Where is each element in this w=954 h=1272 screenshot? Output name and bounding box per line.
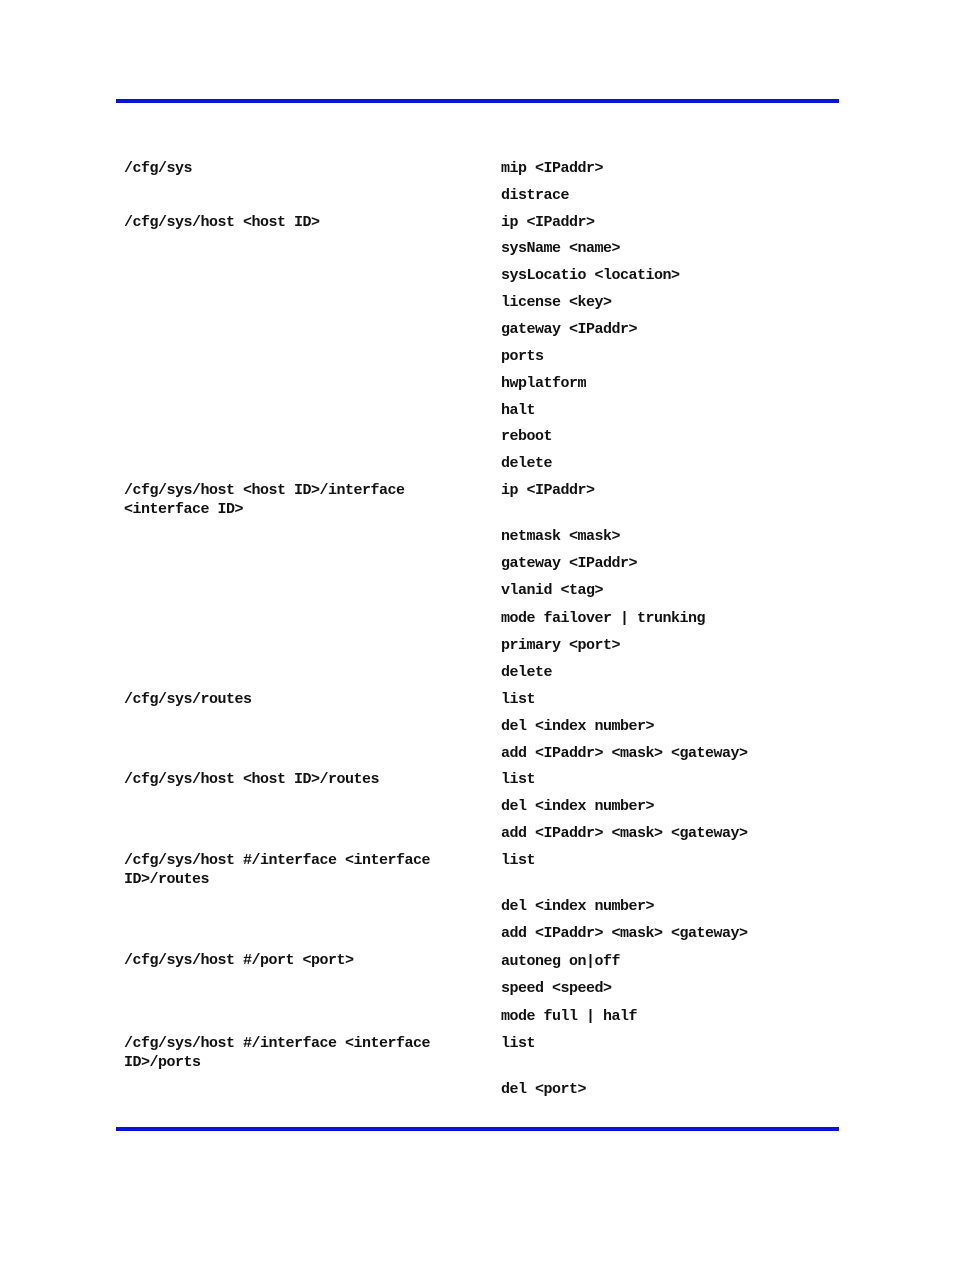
command: list [501, 771, 536, 788]
command: ports [501, 348, 544, 365]
command: vlanid <tag> [501, 582, 604, 599]
command: reboot [501, 428, 553, 445]
command: gateway <IPaddr> [501, 321, 638, 338]
command: del <port> [501, 1081, 587, 1098]
command: delete [501, 664, 553, 681]
command: del <index number> [501, 718, 655, 735]
command: list [501, 852, 536, 869]
command: sysName <name> [501, 240, 621, 257]
menu-path: /cfg/sys/host #/port <port> [124, 952, 354, 969]
menu-path: /cfg/sys/host <host ID>/routes [124, 771, 380, 788]
command: add <IPaddr> <mask> <gateway> [501, 745, 748, 762]
command: gateway <IPaddr> [501, 555, 638, 572]
command: del <index number> [501, 898, 655, 915]
command: add <IPaddr> <mask> <gateway> [501, 825, 748, 842]
command: primary <port> [501, 637, 621, 654]
command: hwplatform [501, 375, 587, 392]
menu-path: /cfg/sys/host <host ID> [124, 214, 320, 231]
command: speed <speed> [501, 980, 612, 997]
menu-path: /cfg/sys [124, 160, 193, 177]
command: halt [501, 402, 536, 419]
command: add <IPaddr> <mask> <gateway> [501, 925, 748, 942]
menu-path: /cfg/sys/routes [124, 691, 252, 708]
command: list [501, 1035, 536, 1052]
command: del <index number> [501, 798, 655, 815]
command: list [501, 691, 536, 708]
command: mip <IPaddr> [501, 160, 604, 177]
command: ip <IPaddr> [501, 482, 595, 499]
footer-rule [116, 1127, 839, 1131]
menu-path: /cfg/sys/host #/interface <interface ID>/ports [124, 1035, 431, 1071]
command: autoneg on|off [501, 953, 621, 970]
command: sysLocatio <location> [501, 267, 680, 284]
command: ip <IPaddr> [501, 214, 595, 231]
header-rule [116, 99, 839, 103]
command: license <key> [501, 294, 612, 311]
menu-path: /cfg/sys/host #/interface <interface ID>/routes [124, 852, 431, 888]
command: netmask <mask> [501, 528, 621, 545]
command: delete [501, 455, 553, 472]
command: distrace [501, 187, 570, 204]
menu-path: /cfg/sys/host <host ID>/interface <interface ID> [124, 482, 405, 518]
command: mode failover | trunking [501, 610, 706, 627]
command: mode full | half [501, 1008, 638, 1025]
